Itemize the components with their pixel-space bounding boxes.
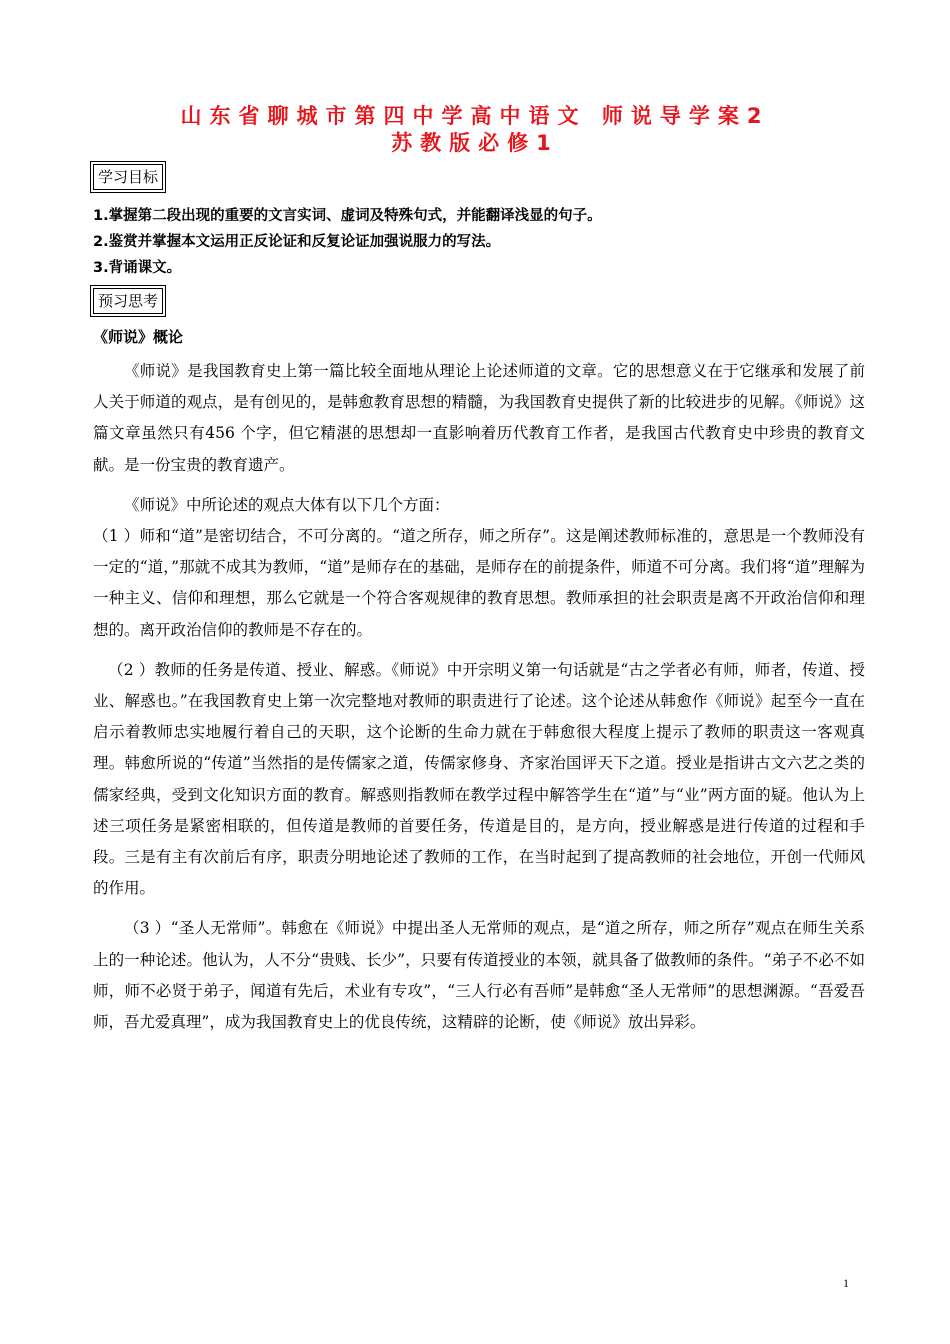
paragraph: 《师说》中所论述的观点大体有以下几个方面： [124,495,450,514]
section-label-preview: 预习思考 [93,288,163,314]
paragraph: 《师说》是我国教育史上第一篇比较全面地从理论上论述师道的文章。它的思想意义在于它继承和发展了前人关于师道的观点，是有创见的，是韩愈教育思想的精髓，为我国教育史提供了新的比较进步的见解。《师说》这篇文章虽然只有456 个字，但它精湛的思想却一直影响着历代教育工作者，是我国古代教育史中珍贵的教育文献。是一份宝贵的教育遗产。 [93,362,865,474]
document-title-line1: 山东省聊城市第四中学高中语文 师说导学案2 [180,104,770,128]
document-title-line2: 苏教版必修1 [391,131,559,155]
body-text [93,356,865,1047]
goal-item: 3.背诵课文。 [93,260,182,276]
section-label-goals: 学习目标 [93,164,163,190]
paragraph: （3 ）“圣人无常师”。韩愈在《师说》中提出圣人无常师的观点，是“道之所存，师之所存”观点在师生关系上的一种论述。他认为，人不分“贵贱、长少”，只要有传道授业的本领，就具备了做教师的条件。“弟子不必不如师，师不必贤于弟子，闻道有先后，术业有专攻”，“三人行必有吾师”是韩愈“圣人无常师”的思想渊源。“吾爱吾师，吾尤爱真理”，成为我国教育史上的优良传统，这精辟的论断，使《师说》放出异彩。 [93,919,865,1032]
goal-item: 1.掌握第二段出现的重要的文言实词、虚词及特殊句式，并能翻译浅显的句子。 [93,208,602,224]
goals-list [93,203,863,281]
page-number: 1 [843,1276,849,1290]
paragraph: （1 ）师和“道”是密切结合，不可分离的。“道之所存，师之所存”。这是阐述教师标准的，意思是一个教师没有一定的“道，”那就不成其为教师，“道”是师存在的基础，是师存在的前提条件，师道不可分离。我们将“道”理解为一种主义、信仰和理想，那么它就是一个符合客观规律的教育思想。教师承担的社会职责是离不开政治信仰和理想的。离开政治信仰的教师是不存在的。 [93,527,865,639]
goal-item: 2.鉴赏并掌握本文运用正反论证和反复论证加强说服力的写法。 [93,234,501,250]
paragraph: （2 ）教师的任务是传道、授业、解惑。《师说》中开宗明义第一句话就是“古之学者必有师，师者，传道、授业、解惑也。”在我国教育史上第一次完整地对教师的职责进行了论述。这个论述从韩愈作《师说》起至今一直在启示着教师忠实地履行着自己的天职，这个论断的生命力就在于韩愈很大程度上提示了教师的职责这一客观真理。韩愈所说的“传道”当然指的是传儒家之道，传儒家修身、齐家治国评天下之道。授业是指讲古文六艺之类的儒家经典，受到文化知识方面的教育。解惑则指教师在教学过程中解答学生在“道”与“业”两方面的疑。他认为上述三项任务是紧密相联的，但传道是教师的首要任务，传道是目的，是方向，授业解惑是进行传道的过程和手段。三是有主有次前后有序，职责分明地论述了教师的工作，在当时起到了提高教师的社会地位，开创一代师风的作用。 [93,660,865,898]
subheading: 《师说》概论 [93,328,184,346]
